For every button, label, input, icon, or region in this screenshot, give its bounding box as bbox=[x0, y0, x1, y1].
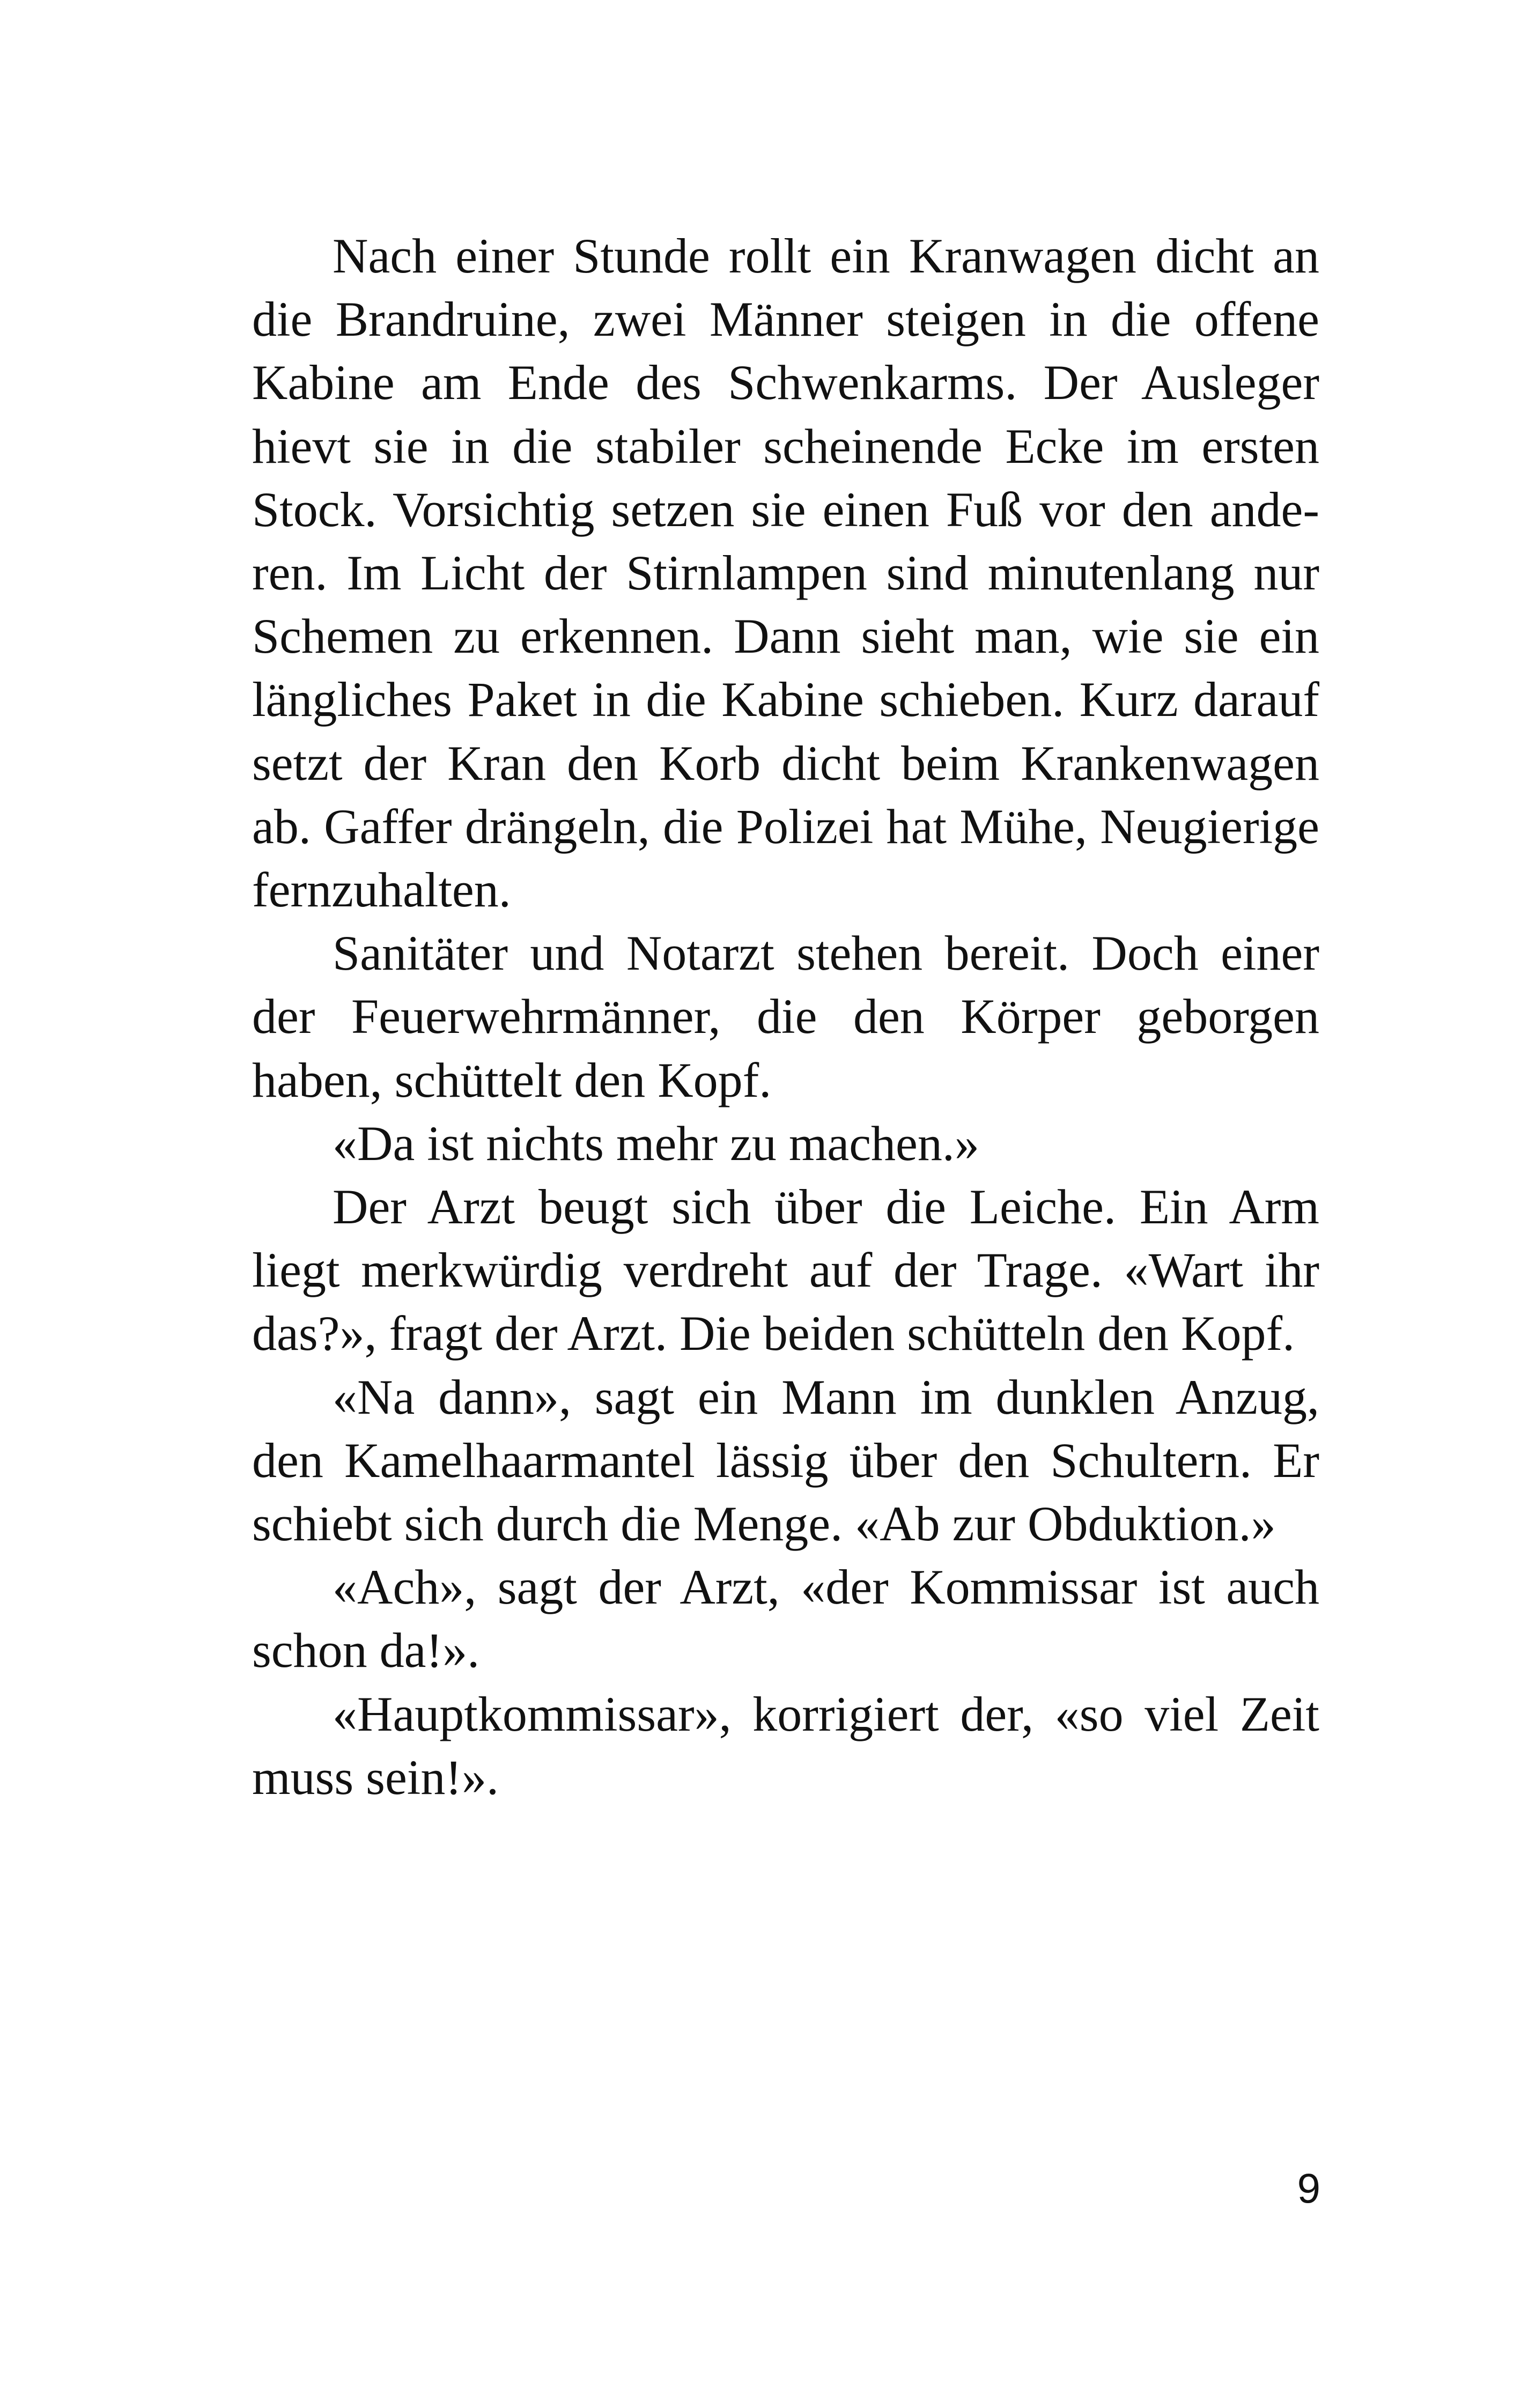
paragraph-1: Nach einer Stunde rollt ein Kranwagen dicht an die Brandruine, zwei Männer steigen in die offene Kabine am Ende des Schwenkarms. Der Ausleger hievt sie in die stabiler scheinende Ecke im ersten Stock. Vorsichtig setzen sie einen Fuß vor den anderen. Im Licht der Stirnlampen sind minutenlang nur Schemen zu erkennen. Dann sieht man, wie sie ein längliches Paket in die Kabine schieben. Kurz darauf setzt der Kran den Korb dicht beim Krankenwagen ab. Gaffer drängeln, die Polizei hat Mühe, Neugierige fernzuhalten. bbox=[252, 228, 1319, 918]
paragraph-5: «Na dann», sagt ein Mann im dunklen Anzug, den Kamelhaarmantel lässig über den Schultern. Er schiebt sich durch die Menge. «Ab zur Obduktion.» bbox=[252, 1369, 1319, 1552]
page-number: 9 bbox=[1297, 2165, 1320, 2212]
paragraph-4: Der Arzt beugt sich über die Leiche. Ein Arm liegt merkwürdig verdreht auf der Trage. «Wart ihr das?», fragt der Arzt. Die beiden schütteln den Kopf. bbox=[252, 1179, 1319, 1361]
body-text bbox=[252, 224, 1319, 1809]
paragraph-3: «Da ist nichts mehr zu machen.» bbox=[333, 1116, 979, 1171]
paragraph-7: «Hauptkommissar», korrigiert der, «so viel Zeit muss sein!». bbox=[252, 1686, 1319, 1805]
paragraph-2: Sanitäter und Notarzt stehen bereit. Doch einer der Feuerwehrmänner, die den Körper geborgen haben, schüttelt den Kopf. bbox=[252, 926, 1319, 1107]
paragraph-6: «Ach», sagt der Arzt, «der Kommissar ist auch schon da!». bbox=[252, 1560, 1319, 1678]
